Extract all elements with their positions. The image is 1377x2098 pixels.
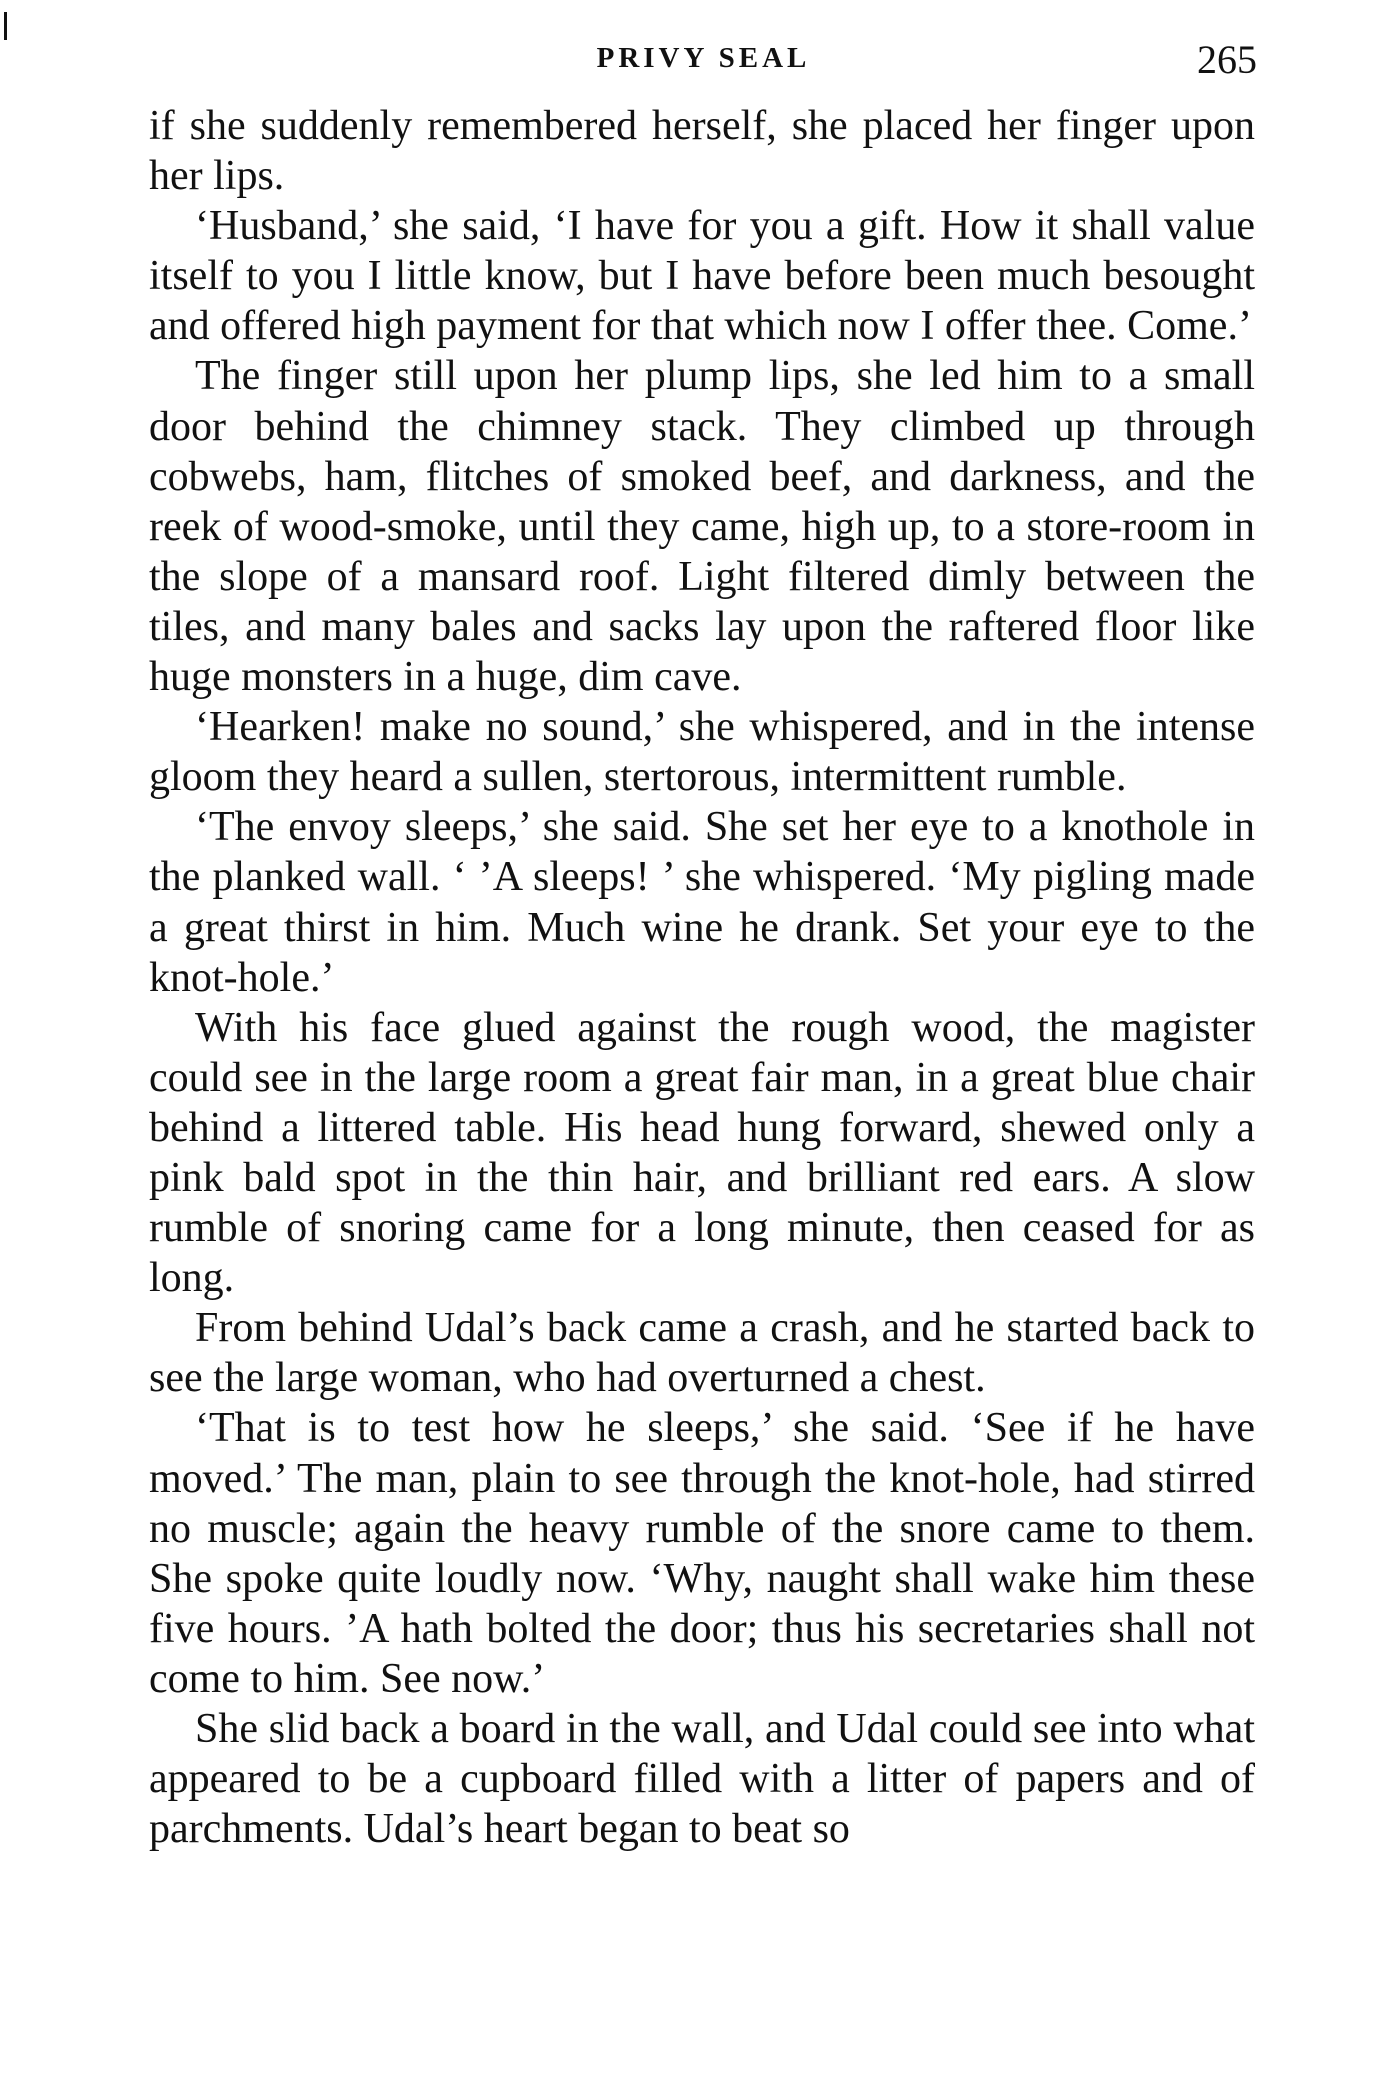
paragraph: With his face glued against the rough wood, the magister could see in the large room a great fair man, in a great blue chair behind a littered table. His head hung forward, shewed only a pink bald spot in the thin hair, and brilliant red ears. A slow rumble of snoring came for a long minute, then ceased for as long. [149,1004,1255,1302]
paragraph-continuation: if she suddenly remembered herself, she placed her finger upon her lips. [149,103,1255,200]
paragraph: ‘Hearken! make no sound,’ she whispered, and in the intense gloom they heard a sullen, stertorous, intermittent rumble. [149,704,1255,801]
scan-edge-mark [4,12,7,40]
paragraph: ‘The envoy sleeps,’ she said. She set her eye to a knothole in the planked wall. ‘ ’A sleeps! ’ she whispered. ‘My pigling made a great thirst in him. Much wine he drank. Set your eye to the knot-hole.’ [149,804,1255,1001]
running-head [150,36,1257,86]
paragraph: She slid back a board in the wall, and Udal could see into what appeared to be a cupboard filled with a litter of papers and of parchments. Udal’s heart began to beat so [149,1706,1255,1853]
running-title: PRIVY SEAL [596,42,811,74]
page-number: 265 [1197,37,1257,82]
paragraph: The finger still upon her plump lips, she led him to a small door behind the chimney stack. They climbed up through cobwebs, ham, flitches of smoked beef, and darkness, and the reek of wood-smoke, until they came, high up, to a store-room in the slope of a mansard roof. Light filtered dimly between the tiles, and many bales and sacks lay upon the raftered floor like huge monsters in a huge, dim cave. [149,353,1255,701]
paragraph: ‘That is to test how he sleeps,’ she said. ‘See if he have moved.’ The man, plain to see through the knot-hole, had stirred no muscle; again the heavy rumble of the snore came to them. She spoke quite loudly now. ‘Why, naught shall wake him these five hours. ’A hath bolted the door; thus his secretaries shall not come to him. See now.’ [149,1405,1255,1702]
paragraph: ‘Husband,’ she said, ‘I have for you a gift. How it shall value itself to you I little know, but I have before been much besought and offered high payment for that which now I offer thee. Come.’ [149,203,1255,350]
paragraph: From behind Udal’s back came a crash, and he started back to see the large woman, who had overturned a chest. [149,1305,1255,1402]
body-text [149,101,1255,1854]
